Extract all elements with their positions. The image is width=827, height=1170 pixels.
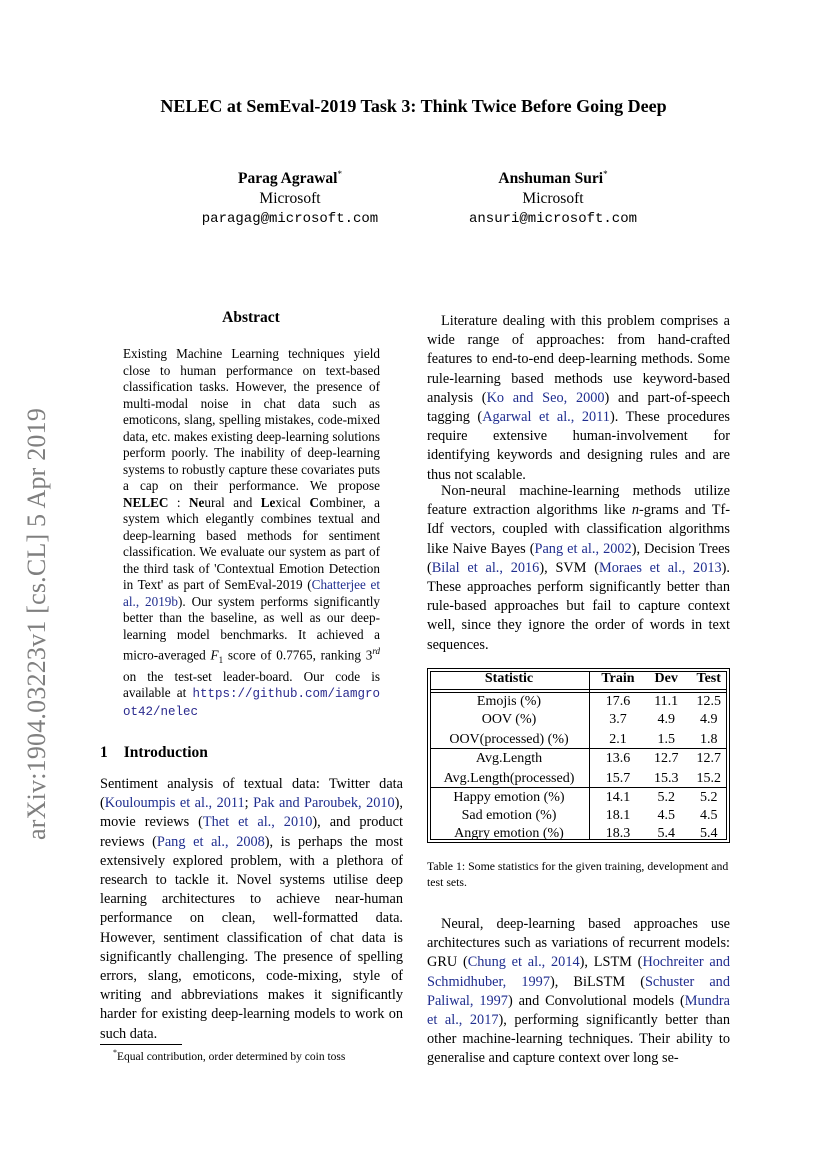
author-name: Anshuman Suri*	[498, 169, 608, 188]
table-header-row	[427, 669, 730, 689]
section-heading: 1 Introduction	[100, 744, 208, 761]
table-row: Angry emotion (%) 18.3 5.4 5.4	[454, 826, 718, 841]
author-affiliation: Microsoft	[522, 190, 584, 208]
table-header: Statistic	[484, 671, 534, 686]
arxiv-stamp: arXiv:1904.03223v1 [cs.CL] 5 Apr 2019	[22, 407, 51, 840]
author-block-1	[160, 164, 420, 229]
citation-link[interactable]: Bilal et al., 2016	[431, 559, 540, 576]
table-row: OOV (%) 3.7 4.9 4.9	[481, 712, 718, 727]
statistics-table	[427, 669, 730, 843]
table-row: Emojis (%) 17.6 11.1 12.5	[476, 694, 721, 709]
author-email[interactable]: paragag@microsoft.com	[201, 211, 379, 228]
abstract-heading: Abstract	[222, 309, 280, 326]
table-caption: Table 1: Some statistics for the given training, development and test sets.	[427, 859, 729, 889]
citation-link[interactable]: Schuster and Paliwal, 1997	[427, 973, 730, 1009]
table-row: Avg.Length 13.6 12.7 12.7	[475, 751, 721, 766]
code-url-link[interactable]: https://github.com/iamgroot42/nelec	[123, 687, 380, 719]
author-block-2	[423, 164, 683, 229]
paper-title: NELEC at SemEval-2019 Task 3: Think Twice Before Going Deep	[160, 96, 667, 116]
citation-link[interactable]: Pang et al., 2002	[534, 540, 632, 557]
table-header: Dev	[654, 671, 678, 686]
table-row: Avg.Length(processed) 15.7 15.3 15.2	[443, 770, 721, 786]
table-row: OOV(processed) (%) 2.1 1.5 1.8	[449, 731, 718, 747]
citation-link[interactable]: Pak and Paroubek, 2010	[253, 795, 395, 812]
citation-link[interactable]: Thet et al., 2010	[202, 814, 313, 831]
citation-link[interactable]: Agarwal et al., 2011	[482, 409, 610, 426]
right-paragraph-1: Literature dealing with this problem comprises a wide range of approaches: from hand-crafted features to end-to-end deep-learning methods. Some rule-learning based methods use keyword-based analysis (Ko and Seo, 2000) and part-of-speech tagging (Agarwal et al., 2011). These procedures require extensive human-involvement for identifying keywords and designing rules and are thus not scalable.	[427, 313, 730, 483]
citation-link[interactable]: Chung et al., 2014	[467, 954, 580, 971]
citation-link[interactable]: Mundra et al., 2017	[427, 992, 730, 1029]
table-header: Test	[696, 671, 721, 686]
right-paragraph-2: Non-neural machine-learning methods utilize feature extraction algorithms like n-grams and Tf-Idf vectors, coupled with classification algorithms like Naive Bayes (Pang et al., 2002), Decision Trees (Bilal et al., 2016), SVM (Moraes et al., 2013). These approaches perform significantly better than rule-based approaches but fail to capture context well, since they ignore the order of words in text sequences.	[427, 483, 730, 653]
citation-link[interactable]: Hochreiter and Schmidhuber, 1997	[427, 954, 731, 990]
citation-link[interactable]: Pang et al., 2008	[156, 833, 265, 850]
intro-paragraph: Sentiment analysis of textual data: Twitter data (Kouloumpis et al., 2011; Pak and Paroubek, 2010), movie reviews (Thet et al., 2010), and product reviews (Pang et al., 2008), is perhaps the most extensively explored problem, with a plethora of research to tackle it. Novel systems utilise deep learning architectures to achieve near-human performance on clean, well-formatted data. However, sentiment classification of chat data is significantly challenging. The presence of spelling errors, slang, emoticons, code-mixing, style of writing and abbreviations makes it significantly harder for existing deep-learning models to work on such data.	[100, 776, 404, 1042]
table-header: Train	[601, 671, 635, 686]
citation-link[interactable]: Chatterjee et al., 2019b	[123, 577, 381, 609]
citation-link[interactable]: Moraes et al., 2013	[599, 559, 722, 576]
table-row: Happy emotion (%) 14.1 5.2 5.2	[453, 790, 718, 805]
footnote: *Equal contribution, order determined by coin toss	[113, 1048, 346, 1063]
footnote-rule	[100, 1044, 182, 1045]
author-name: Parag Agrawal*	[238, 169, 342, 188]
abstract-body: Existing Machine Learning techniques yield close to human performance on text-based classification tasks. However, the presence of multi-modal noise in chat data such as emoticons, slang, spelling mistakes, code-mixed data, etc. makes existing deep-learning solutions perform poorly. The inability of deep-learning systems to robustly capture these covariates puts a cap on their performance. We propose NELEC : Neural and Lexical Combiner, a system which elegantly combines textual and deep-learning based methods for sentiment classification. We evaluate our system as part of the third task of 'Contextual Emotion Detection in Text' as part of SemEval-2019 (Chatterjee et al., 2019b). Our system performs significantly better than the baseline, as well as our deep-learning model benchmarks. It achieved a micro-averaged $F_1$ score of 0.7765, ranking 3rd on the test-set leader-board. Our code is available at https://github.com/iamgroot42/nelec	[123, 346, 381, 719]
table-row: Sad emotion (%) 18.1 4.5 4.5	[461, 808, 718, 823]
author-affiliation: Microsoft	[259, 190, 321, 208]
author-email[interactable]: ansuri@microsoft.com	[468, 211, 638, 228]
citation-link[interactable]: Kouloumpis et al., 2011	[104, 795, 245, 812]
citation-link[interactable]: Ko and Seo, 2000	[486, 389, 605, 406]
right-paragraph-3: Neural, deep-learning based approaches use architectures such as variations of recurrent models: GRU (Chung et al., 2014), LSTM (Hochreiter and Schmidhuber, 1997), BiLSTM (Schuster and Paliwal, 1997) and Convolutional models (Mundra et al., 2017), performing significantly better than other machine-learning techniques. Their ability to generalise and capture context over long se-	[427, 916, 731, 1067]
